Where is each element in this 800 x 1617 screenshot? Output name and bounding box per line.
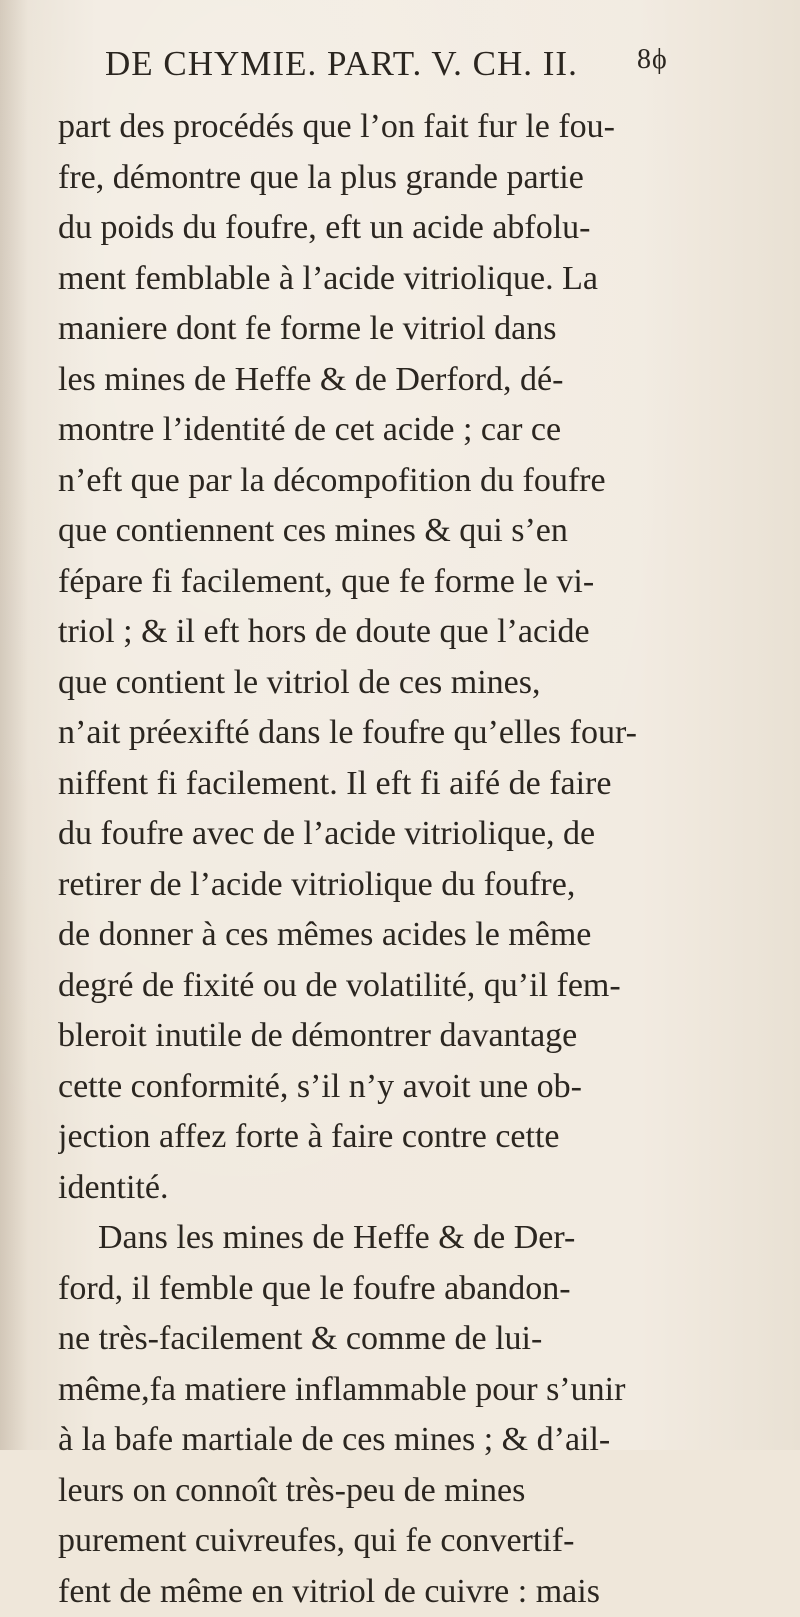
text-line: bleroit inutile de démontrer davantage xyxy=(58,1011,778,1062)
text-line: n’ait préexifté dans le foufre qu’elles four- xyxy=(58,708,778,759)
page-header xyxy=(105,44,765,94)
text-line: niffent fi facilement. Il eft fi aifé de faire xyxy=(58,759,778,810)
text-line: les mines de Heffe & de Derford, dé- xyxy=(58,355,778,406)
text-line: du foufre avec de l’acide vitriolique, de xyxy=(58,809,778,860)
text-line: cette conformité, s’il n’y avoit une ob- xyxy=(58,1062,778,1113)
running-head: DE CHYMIE. PART. V. CH. II. xyxy=(105,44,578,84)
text-line: degré de fixité ou de volatilité, qu’il fem- xyxy=(58,961,778,1012)
text-line: montre l’identité de cet acide ; car ce xyxy=(58,405,778,456)
text-line: même,fa matiere inflammable pour s’unir xyxy=(58,1365,778,1416)
text-line: ne très-facilement & comme de lui- xyxy=(58,1314,778,1365)
text-line: purement cuivreufes, qui fe convertif- xyxy=(58,1516,778,1567)
text-line: à la bafe martiale de ces mines ; & d’ail- xyxy=(58,1415,778,1466)
text-line: part des procédés que l’on fait fur le fou- xyxy=(58,102,778,153)
text-line: n’eft que par la décompofition du foufre xyxy=(58,456,778,507)
text-line: ment femblable à l’acide vitriolique. La xyxy=(58,254,778,305)
body-text xyxy=(58,102,778,1617)
text-line: leurs on connoît très-peu de mines xyxy=(58,1466,778,1517)
text-line: identité. xyxy=(58,1163,778,1214)
paragraph-first-line: Dans les mines de Heffe & de Der- xyxy=(58,1213,778,1264)
page-gutter-shadow xyxy=(0,0,28,1450)
text-line: ford, il femble que le foufre abandon- xyxy=(58,1264,778,1315)
text-line: retirer de l’acide vitriolique du foufre, xyxy=(58,860,778,911)
text-line: jection affez forte à faire contre cette xyxy=(58,1112,778,1163)
text-line: maniere dont fe forme le vitriol dans xyxy=(58,304,778,355)
text-line: de donner à ces mêmes acides le même xyxy=(58,910,778,961)
text-line: fépare fi facilement, que fe forme le vi- xyxy=(58,557,778,608)
text-line: que contient le vitriol de ces mines, xyxy=(58,658,778,709)
page-number: 8ϕ xyxy=(637,44,668,76)
text-line: triol ; & il eft hors de doute que l’acide xyxy=(58,607,778,658)
text-line: fre, démontre que la plus grande partie xyxy=(58,153,778,204)
text-line: que contiennent ces mines & qui s’en xyxy=(58,506,778,557)
text-line: fent de même en vitriol de cuivre : mais xyxy=(58,1567,778,1617)
text-line: du poids du foufre, eft un acide abfolu- xyxy=(58,203,778,254)
